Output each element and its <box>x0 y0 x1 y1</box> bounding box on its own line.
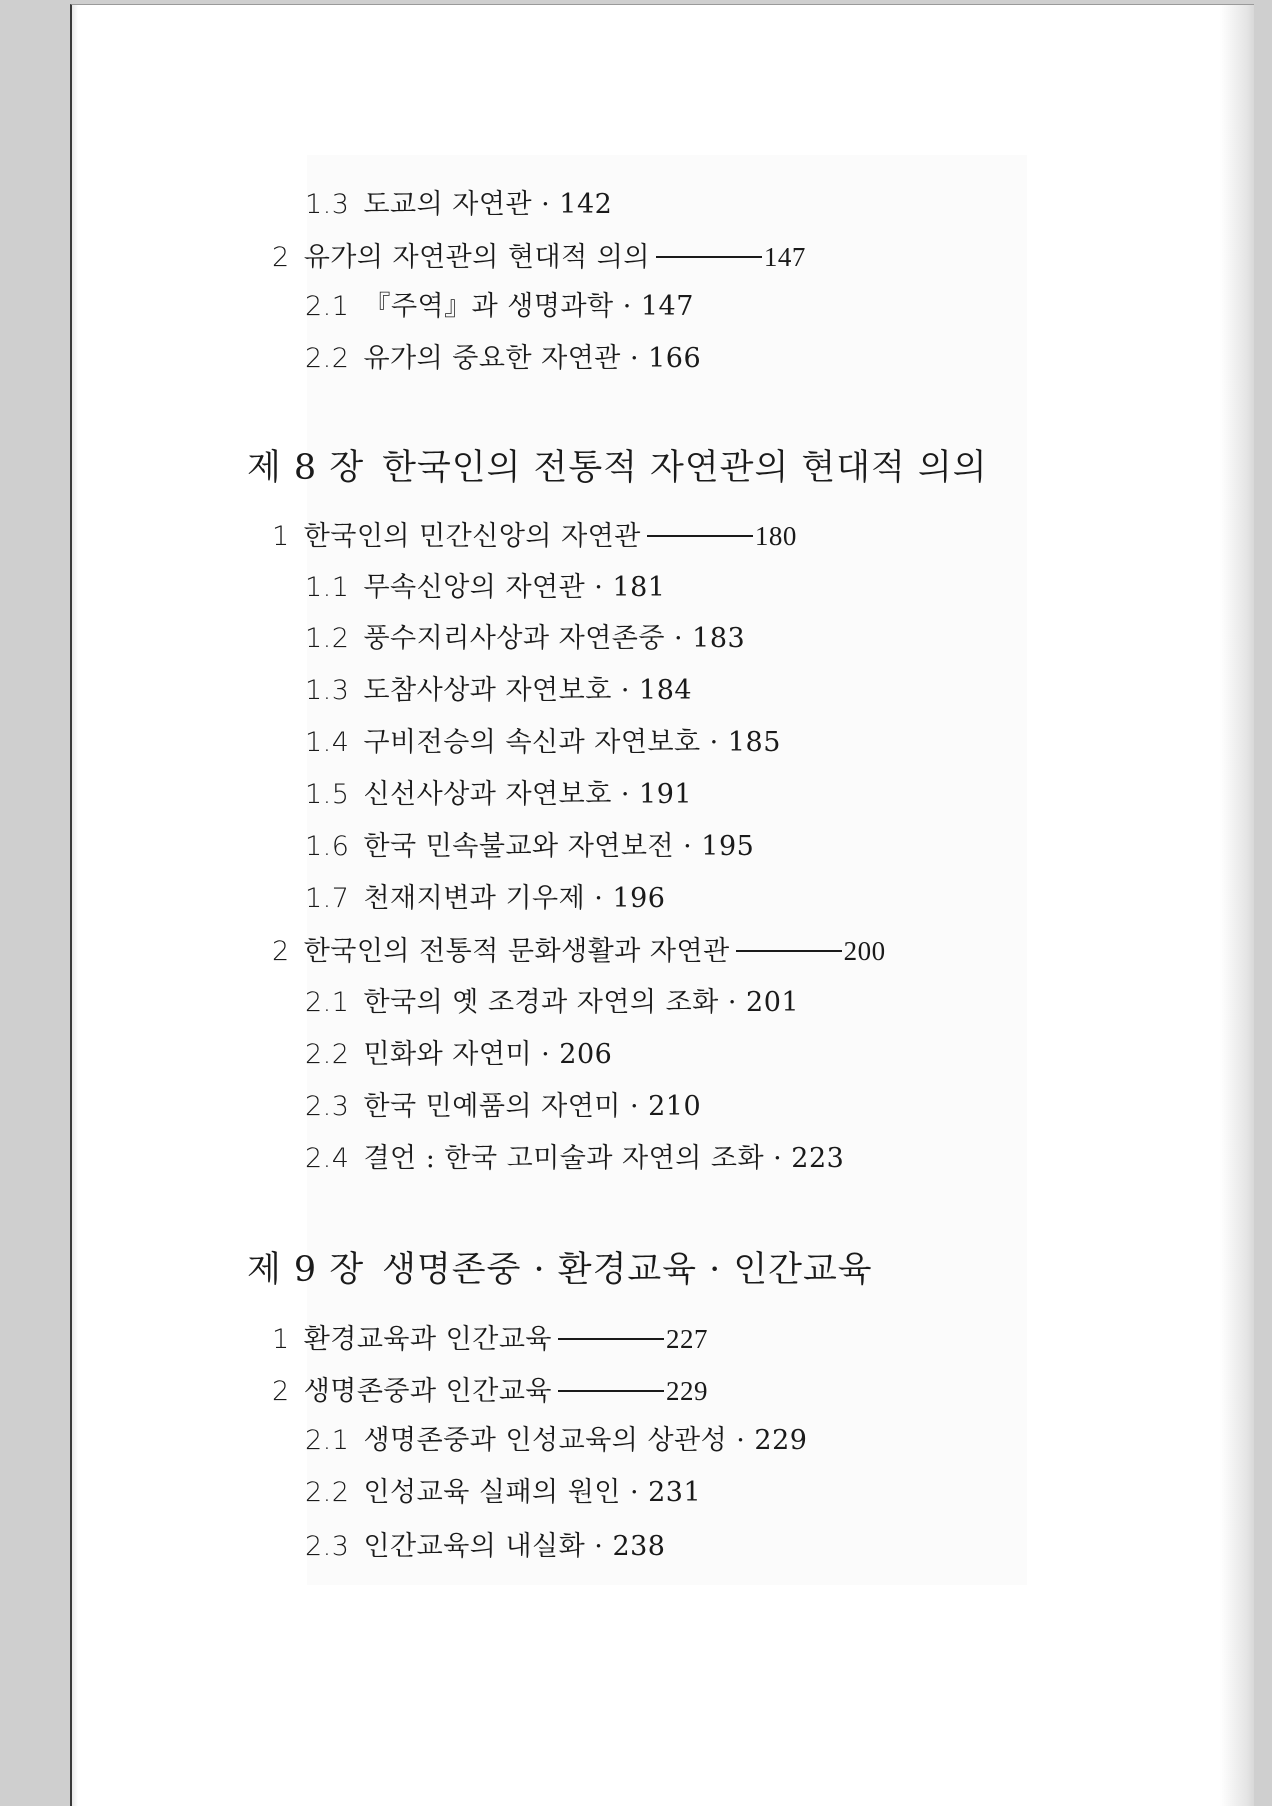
chapter-title: 한국인의 전통적 자연관의 현대적 의의 <box>382 448 988 488</box>
toc-leader-dash <box>656 256 762 258</box>
chapter-heading <box>247 446 988 490</box>
toc-subsection-number: 2.1 <box>305 1425 350 1456</box>
toc-subsection-title: 풍수지리사상과 자연존중 · 183 <box>363 623 746 654</box>
toc-section-number: 2 <box>272 936 290 967</box>
toc-page-number: 180 <box>754 521 797 551</box>
toc-subsection-title: 『주역』과 생명과학 · 147 <box>363 291 694 322</box>
toc-subsection <box>305 778 692 812</box>
toc-subsection-number: 2.3 <box>305 1531 350 1562</box>
toc-subsection-title: 생명존중과 인성교육의 상관성 · 229 <box>363 1425 808 1456</box>
toc-page-number: 200 <box>843 936 886 966</box>
toc-subsection-number: 1.5 <box>305 779 350 810</box>
toc-subsection-number: 2.2 <box>305 343 350 374</box>
toc-subsection-title: 인간교육의 내실화 · 238 <box>363 1531 666 1562</box>
toc-subsection-title: 결언 : 한국 고미술과 자연의 조화 · 223 <box>363 1143 845 1174</box>
toc-subsection <box>305 342 701 376</box>
toc-subsection-number: 1.7 <box>305 883 350 914</box>
toc-subsection-title: 민화와 자연미 · 206 <box>363 1039 613 1070</box>
toc-subsection-number: 2.2 <box>305 1477 350 1508</box>
toc-section-number: 2 <box>272 242 290 273</box>
toc-subsection-number: 2.3 <box>305 1091 350 1122</box>
toc-subsection-number: 2.4 <box>305 1143 350 1174</box>
toc-subsection-title: 인성교육 실패의 원인 · 231 <box>363 1477 702 1508</box>
chapter-label: 제 8 장 <box>247 448 365 488</box>
chapter-heading <box>247 1248 873 1292</box>
toc-page-number: 227 <box>666 1324 709 1354</box>
toc-leader-dash <box>736 950 842 952</box>
toc-section-title: 생명존중과 인간교육 <box>303 1376 553 1407</box>
toc-section-number: 2 <box>272 1376 290 1407</box>
toc-section <box>272 240 806 275</box>
toc-section-title: 유가의 자연관의 현대적 의의 <box>303 242 650 273</box>
toc-subsection-title: 한국의 옛 조경과 자연의 조화 · 201 <box>363 987 800 1018</box>
toc-subsection-number: 1.4 <box>305 727 350 758</box>
toc-leader-dash <box>558 1390 664 1392</box>
toc-section <box>272 1322 708 1357</box>
toc-subsection <box>305 1142 844 1176</box>
toc-subsection <box>305 882 665 916</box>
chapter-title: 생명존중 · 환경교육 · 인간교육 <box>382 1250 873 1290</box>
toc-subsection-number: 1.2 <box>305 623 350 654</box>
toc-leader-dash <box>647 535 753 537</box>
toc-section-title: 한국인의 민간신앙의 자연관 <box>303 521 641 552</box>
toc-subsection <box>305 571 665 605</box>
toc-subsection-title: 무속신앙의 자연관 · 181 <box>363 572 666 603</box>
toc-subsection-title: 신선사상과 자연보호 · 191 <box>363 779 693 810</box>
toc-section <box>272 519 797 554</box>
toc-subsection-number: 1.1 <box>305 572 350 603</box>
toc-subsection-title: 천재지변과 기우제 · 196 <box>363 883 666 914</box>
toc-subsection-number: 1.6 <box>305 831 350 862</box>
toc-subsection <box>305 290 694 324</box>
toc-subsection <box>305 674 692 708</box>
toc-section-number: 1 <box>272 521 290 552</box>
toc-subsection-number: 2.1 <box>305 291 350 322</box>
page-gutter-shade <box>72 5 78 1806</box>
toc-subsection-number: 2.2 <box>305 1039 350 1070</box>
toc-subsection <box>305 188 612 222</box>
toc-subsection <box>305 830 754 864</box>
toc-subsection <box>305 1476 701 1510</box>
toc-subsection-title: 한국 민속불교와 자연보전 · 195 <box>363 831 755 862</box>
toc-subsection <box>305 1090 701 1124</box>
chapter-label: 제 9 장 <box>247 1250 365 1290</box>
toc-subsection-title: 유가의 중요한 자연관 · 166 <box>363 343 702 374</box>
toc-subsection-number: 2.1 <box>305 987 350 1018</box>
toc-subsection <box>305 1038 612 1072</box>
toc-subsection-number: 1.3 <box>305 189 350 220</box>
toc-subsection-title: 도참사상과 자연보호 · 184 <box>363 675 693 706</box>
toc-section <box>272 934 886 969</box>
page-edge-shadow <box>1220 5 1254 1806</box>
toc-page-number: 229 <box>666 1376 709 1406</box>
toc-section-title: 한국인의 전통적 문화생활과 자연관 <box>303 936 730 967</box>
toc-leader-dash <box>558 1338 664 1340</box>
toc-section-title: 환경교육과 인간교육 <box>303 1324 553 1355</box>
toc-subsection <box>305 622 745 656</box>
toc-page-number: 147 <box>763 242 806 272</box>
toc-subsection-title: 한국 민예품의 자연미 · 210 <box>363 1091 702 1122</box>
toc-section-number: 1 <box>272 1324 290 1355</box>
toc-subsection <box>305 726 781 760</box>
toc-subsection-number: 1.3 <box>305 675 350 706</box>
toc-subsection <box>305 1424 807 1458</box>
toc-subsection <box>305 1530 665 1564</box>
toc-subsection-title: 구비전승의 속신과 자연보호 · 185 <box>363 727 781 758</box>
toc-section <box>272 1374 708 1409</box>
toc-subsection-title: 도교의 자연관 · 142 <box>363 189 613 220</box>
toc-subsection <box>305 986 799 1020</box>
